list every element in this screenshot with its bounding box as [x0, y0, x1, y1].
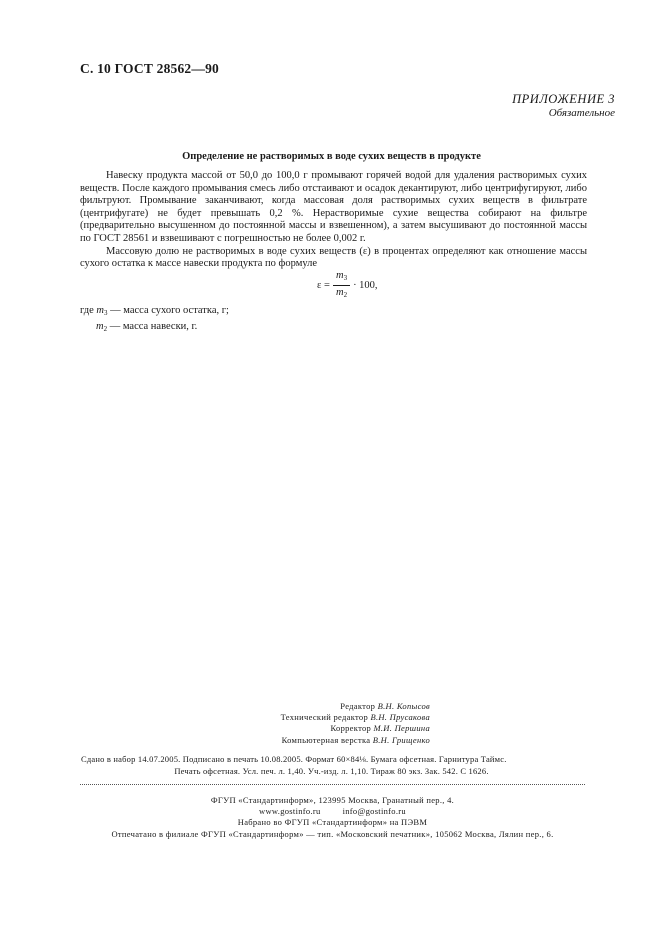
- paragraph-method: Навеску продукта массой от 50,0 до 100,0 г промывают горячей водой для удаления растворимых сухих веществ. После каждого промывания смесь либо отстаивают и осадок декантируют, либо центрифугируют, либо фильтруют. Промывание заканчивают, когда массовая доля растворимых сухих веществ в фильтрате (центрифугате) не будет превышать 0,2 %. Нерастворимые сухие вещества собирают на фильтре (предварительно высушенном до постоянной массы и взвешенном), а затем высушивают до постоянной массы по ГОСТ 28561 и взвешивают с погрешностью не более 0,002 г.: [80, 170, 587, 244]
- publisher-footer: [80, 795, 585, 840]
- formula-legend: [80, 304, 229, 336]
- printed-note: Отпечатано в филиале ФГУП «Стандартинформ» — тип. «Московский печатник», 105062 Москва, Лялин пер., 6.: [111, 828, 554, 839]
- legend-line-m3: где $m_3$ — масса сухого остатка, г;: [80, 305, 229, 317]
- credit-editor: Редактор В.Н. Копысов: [340, 701, 430, 711]
- credit-layout: Компьютерная верстка В.Н. Грищенко: [281, 734, 430, 745]
- publisher-contacts: [80, 806, 585, 817]
- divider-rule: [80, 784, 585, 785]
- typeset-note: Набрано во ФГУП «Стандартинформ» на ПЭВМ: [237, 817, 428, 828]
- print-info-line2: Печать офсетная. Усл. печ. л. 1,40. Уч.-изд. л. 1,10. Тираж 80 экз. Зак. 542. С 1626.: [174, 766, 489, 776]
- print-info: [80, 753, 583, 777]
- publisher-email: info@gostinfo.ru: [342, 806, 406, 817]
- print-info-line1: Сдано в набор 14.07.2005. Подписано в печать 10.08.2005. Формат 60×84⅛. Бумага офсетная. Гарнитура Таймс.: [81, 754, 507, 764]
- formula-fraction: [333, 270, 350, 301]
- publisher-address: ФГУП «Стандартинформ», 123995 Москва, Гранатный пер., 4.: [210, 795, 455, 805]
- formula-multiplier: · 100,: [353, 280, 378, 291]
- formula-denominator: $m_2$: [335, 287, 348, 299]
- legend-line-m2: $m_2$ — масса навески, г.: [96, 321, 198, 333]
- credit-tech-editor: Технический редактор В.Н. Прусакова: [280, 712, 430, 723]
- paragraph-calculation: Массовую долю не растворимых в воде сухих веществ (ε) в процентах определяют как отношение массы сухого остатка к массе навески продукта по формуле: [80, 245, 587, 270]
- credits-block: [262, 701, 430, 746]
- formula-lhs: ε =: [317, 280, 330, 291]
- appendix-heading: [512, 92, 615, 120]
- formula-numerator: $m_3$: [333, 270, 350, 286]
- publisher-website: www.gostinfo.ru: [259, 806, 321, 817]
- formula: [317, 270, 378, 301]
- page-header-code: С. 10 ГОСТ 28562—90: [80, 61, 219, 76]
- appendix-status: Обязательное: [548, 107, 615, 119]
- credit-corrector: Корректор М.И. Першина: [330, 723, 430, 734]
- section-title: Определение не растворимых в воде сухих веществ в продукте: [182, 151, 481, 162]
- body-text: [80, 170, 587, 271]
- appendix-title: ПРИЛОЖЕНИЕ 3: [512, 92, 615, 106]
